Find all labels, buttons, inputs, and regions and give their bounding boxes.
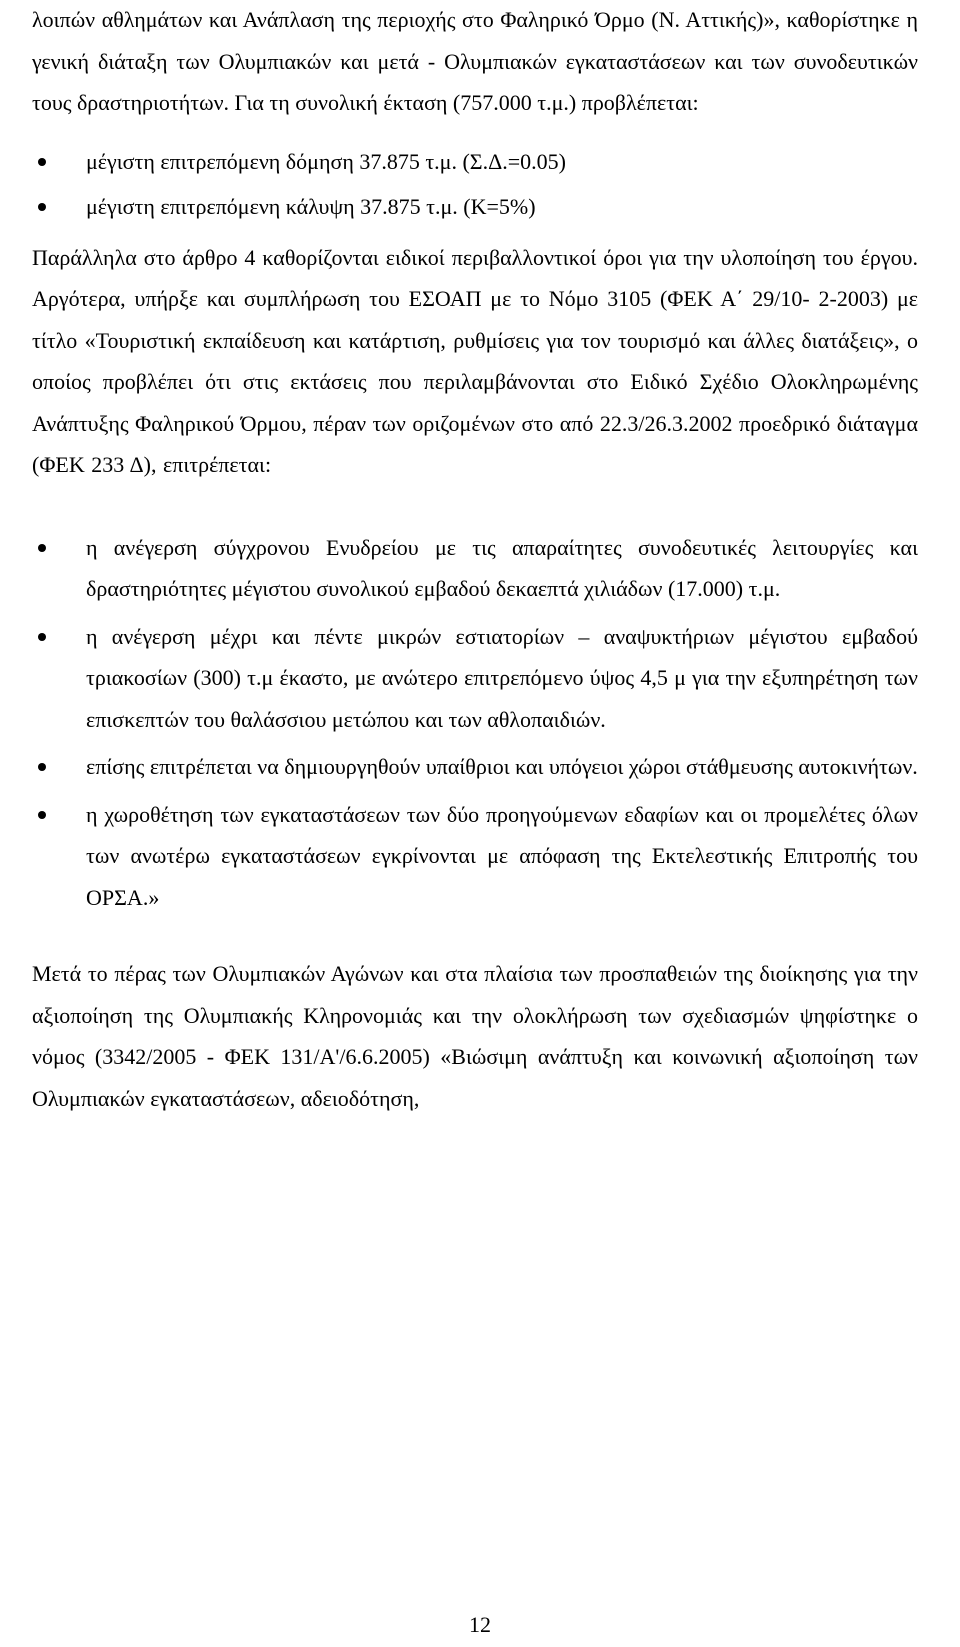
- bullet-icon: [38, 544, 46, 552]
- bullet-icon: [38, 811, 46, 819]
- list-item: [32, 141, 918, 183]
- list-item: [32, 616, 918, 741]
- list-item-text: μέγιστη επιτρεπόμενη δόμηση 37.875 τ.μ. (Σ.Δ.=0.05): [86, 148, 566, 174]
- bullet-icon: [38, 158, 46, 166]
- list-item: [32, 794, 918, 919]
- list-item-text: η χωροθέτηση των εγκαταστάσεων των δύο προηγούμενων εδαφίων και οι προμελέτες όλων των ανωτέρω εγκαταστάσεων εγκρίνονται με απόφαση της Εκτελεστικής Επιτροπής του ΟΡΣΑ.»: [86, 801, 918, 910]
- list-item-text: η ανέγερση μέχρι και πέντε μικρών εστιατορίων – αναψυκτήριων μέγιστου εμβαδού τριακοσίων (300) τ.μ έκαστο, με ανώτερο επιτρεπόμενο ύψος 4,5 μ για την εξυπηρέτηση των επισκεπτών του θαλάσσιου μετώπου και των αθλοπαιδιών.: [86, 623, 918, 732]
- document-page: [32, 0, 918, 1119]
- bullet-icon: [38, 633, 46, 641]
- list-item: [32, 186, 918, 228]
- bullet-list-1: [32, 141, 918, 228]
- page-number: 12: [469, 1612, 491, 1637]
- list-item-text: επίσης επιτρέπεται να δημιουργηθούν υπαίθριοι και υπόγειοι χώροι στάθμευσης αυτοκινήτων.: [86, 754, 918, 779]
- paragraph-3: Μετά το πέρας των Ολυμπιακών Αγώνων και στα πλαίσια των προσπαθειών της διοίκησης για την αξιοποίηση της Ολυμπιακής Κληρονομιάς και την ολοκλήρωση των σχεδιασμών ψηφίστηκε ο νόμος (3342/2005 - ΦΕΚ 131/Α'/6.6.2005) «Βιώσιμη ανάπτυξη και κοινωνική αξιοποίηση των Ολυμπιακών εγκαταστάσεων, αδειοδότηση,: [32, 961, 918, 1111]
- bullet-icon: [38, 203, 46, 211]
- list-item-text: η ανέγερση σύγχρονου Ενυδρείου με τις απαραίτητες συνοδευτικές λειτουργίες και δραστηριότητες μέγιστου συνολικού εμβαδού δεκαεπτά χιλιάδων (17.000) τ.μ.: [86, 534, 918, 601]
- paragraph-2: Παράλληλα στο άρθρο 4 καθορίζονται ειδικοί περιβαλλοντικοί όροι για την υλοποίηση του έργου. Αργότερα, υπήρξε και συμπλήρωση του ΕΣΟΑΠ με το Νόμο 3105 (ΦΕΚ Α΄ 29/10- 2-2003) με τίτλο «Τουριστική εκπαίδευση και κατάρτιση, ρυθμίσεις για τον τουρισμό και άλλες διατάξεις», ο οποίος προβλέπει ότι στις εκτάσεις που περιλαμβάνονται στο Ειδικό Σχέδιο Ολοκληρωμένης Ανάπτυξης Φαληρικού Όρμου, πέραν των οριζομένων στο από 22.3/26.3.2002 προεδρικό διάταγμα (ΦΕΚ 233 Δ), επιτρέπεται:: [32, 244, 918, 477]
- bullet-icon: [38, 763, 46, 771]
- paragraph-1: λοιπών αθλημάτων και Ανάπλαση της περιοχής στο Φαληρικό Όρμο (Ν. Αττικής)», καθορίστηκε η γενική διάταξη των Ολυμπιακών και μετά - Ολυμπιακών εγκαταστάσεων και των συνοδευτικών τους δραστηριοτήτων. Για τη συνολική έκταση (757.000 τ.μ.) προβλέπεται:: [32, 7, 918, 115]
- list-item-text: μέγιστη επιτρεπόμενη κάλυψη 37.875 τ.μ. (Κ=5%): [86, 194, 536, 219]
- list-item: [32, 746, 918, 788]
- list-item: [32, 527, 918, 610]
- bullet-list-2: [32, 527, 918, 919]
